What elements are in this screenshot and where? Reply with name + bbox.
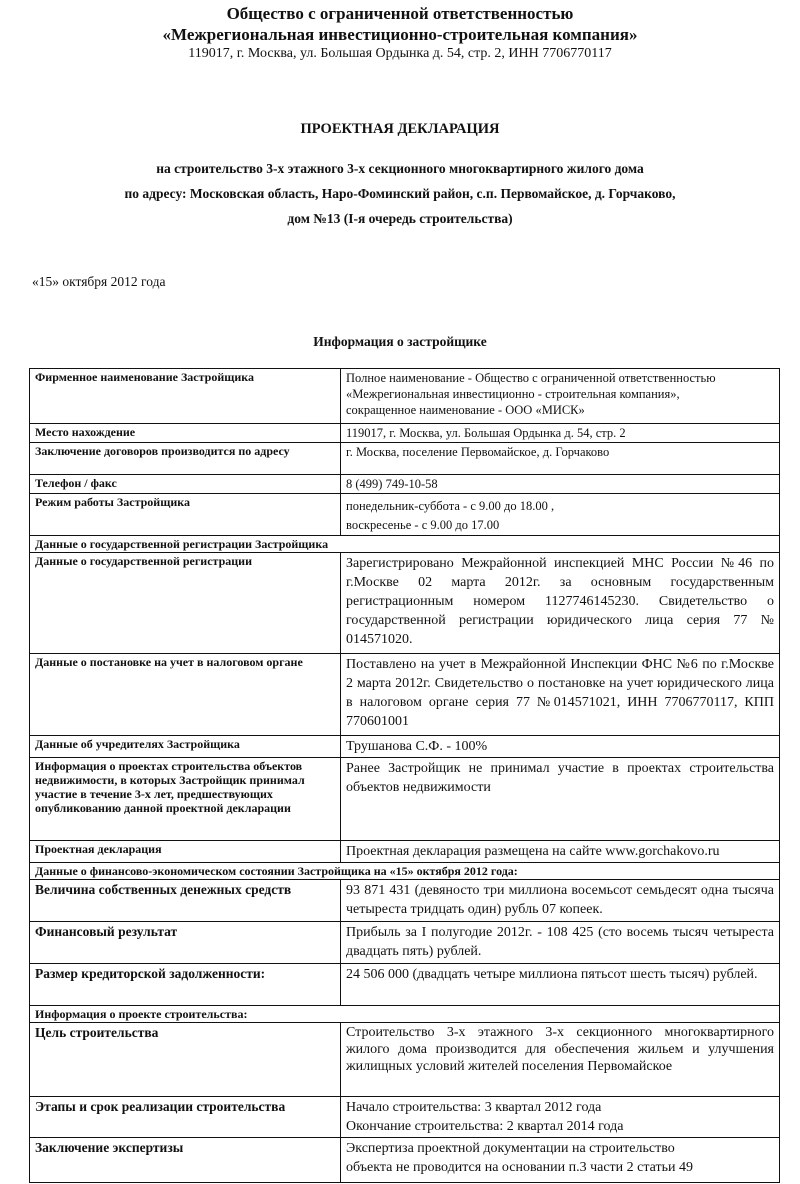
table-row — [30, 736, 780, 758]
table-row — [30, 424, 780, 443]
section-header: Данные о государственной регистрации Застройщика — [30, 536, 780, 553]
table-row — [30, 553, 780, 654]
row-label: Режим работы Застройщика — [30, 494, 341, 536]
row-value: г. Москва, поселение Первомайское, д. Горчаково — [341, 443, 780, 475]
row-value: Проектная декларация размещена на сайте www.gorchakovo.ru — [341, 841, 780, 863]
table-row — [30, 841, 780, 863]
company-address: 119017, г. Москва, ул. Большая Ордынка д. 54, стр. 2, ИНН 7706770117 — [188, 46, 612, 61]
table-row — [30, 369, 780, 424]
table-section-row — [30, 863, 780, 880]
row-value — [341, 494, 780, 536]
row-value: Поставлено на учет в Межрайонной Инспекции ФНС №6 по г.Москве 2 марта 2012г. Свидетельство о постановке на учет юридического лица в налоговом органе серия 77 №014571021, ИНН 7706770117, КПП 770601001 — [341, 654, 780, 736]
table-row — [30, 880, 780, 922]
table-row — [30, 1023, 780, 1097]
section-header: Информация о проекте строительства: — [30, 1006, 780, 1023]
row-value — [341, 1138, 780, 1183]
row-value: 8 (499) 749-10-58 — [341, 475, 780, 494]
row-label: Телефон / факс — [30, 475, 341, 494]
row-label: Финансовый результат — [30, 922, 341, 964]
row-label: Величина собственных денежных средств — [30, 880, 341, 922]
table-row — [30, 443, 780, 475]
table-row — [30, 964, 780, 1006]
row-value: Строительство 3-х этажного 3-х секционного многоквартирного жилого дома производится для обеспечения жильем и улучшения жилищных условий жителей поселения Первомайское — [341, 1023, 780, 1097]
document-subtitle-2: по адресу: Московская область, Наро-Фоминский район, с.п. Первомайское, д. Горчаково, — [124, 186, 676, 201]
table-row — [30, 654, 780, 736]
row-value: Трушанова С.Ф. - 100% — [341, 736, 780, 758]
row-label: Размер кредиторской задолженности: — [30, 964, 341, 1006]
row-value-line: объекта не проводится на основании п.3 части 2 статьи 49 — [346, 1160, 694, 1175]
row-value: Прибыль за I полугодие 2012г. - 108 425 (сто восемь тысяч четыреста двадцать пять) рублей. — [341, 922, 780, 964]
row-label: Информация о проектах строительства объектов недвижимости, в которых Застройщик принимал участие в течение 3-х лет, предшествующих опубликованию данной проектной декларации — [30, 758, 341, 841]
table-row — [30, 475, 780, 494]
row-value-line: «Межрегиональная инвестиционно - строительная компания», — [346, 387, 680, 401]
company-name-line2: «Межрегиональная инвестиционно-строительная компания» — [162, 25, 638, 44]
table-row — [30, 922, 780, 964]
section-header: Данные о финансово-экономическом состоянии Застройщика на «15» октября 2012 года: — [30, 863, 780, 880]
table-row — [30, 1097, 780, 1138]
row-value-line: Окончание строительства: 2 квартал 2014 года — [346, 1119, 624, 1134]
row-value: Ранее Застройщик не принимал участие в проектах строительства объектов недвижимости — [341, 758, 780, 841]
company-name-line1: Общество с ограниченной ответственностью — [226, 4, 574, 23]
row-label: Заключение экспертизы — [30, 1138, 341, 1183]
row-label: Проектная декларация — [30, 841, 341, 863]
document-title: ПРОЕКТНАЯ ДЕКЛАРАЦИЯ — [300, 121, 500, 137]
row-value: Зарегистрировано Межрайонной инспекцией МНС России №46 по г.Москве 02 марта 2012г. за основным государственным регистрационным номером 1127746145230. Свидетельство о государственной регистрации юридического лица серия 77 № 014571020. — [341, 553, 780, 654]
row-label: Данные о государственной регистрации — [30, 553, 341, 654]
document-subtitle-3: дом №13 (I-я очередь строительства) — [287, 211, 513, 226]
row-label: Данные о постановке на учет в налоговом органе — [30, 654, 341, 736]
document-date: «15» октября 2012 года — [32, 274, 166, 289]
row-value — [341, 369, 780, 424]
table-row — [30, 494, 780, 536]
row-value-line: Полное наименование - Общество с ограниченной ответственностью — [346, 371, 716, 385]
row-label: Фирменное наименование Застройщика — [30, 369, 341, 424]
row-value-line: воскресенье - с 9.00 до 17.00 — [346, 518, 500, 532]
row-label: Цель строительства — [30, 1023, 341, 1097]
row-value — [341, 1097, 780, 1138]
document-subtitle-1: на строительство 3-х этажного 3-х секционного многоквартирного жилого дома — [156, 161, 644, 176]
row-value: 24 506 000 (двадцать четыре миллиона пятьсот шесть тысяч) рублей. — [341, 964, 780, 1006]
row-value: 119017, г. Москва, ул. Большая Ордынка д. 54, стр. 2 — [341, 424, 780, 443]
row-value-line: Экспертиза проектной документации на строительство — [346, 1141, 675, 1156]
row-value: 93 871 431 (девяносто три миллиона восемьсот семьдесят одна тысяча четыреста тридцать один) рубль 07 копеек. — [341, 880, 780, 922]
row-label: Заключение договоров производится по адресу — [30, 443, 341, 475]
row-value-line: сокращенное наименование - ООО «МИСК» — [346, 403, 585, 417]
table-row — [30, 758, 780, 841]
section-title: Информация о застройщике — [313, 334, 487, 349]
row-label: Данные об учредителях Застройщика — [30, 736, 341, 758]
table-section-row — [30, 536, 780, 553]
row-value-line: понедельник-суббота - с 9.00 до 18.00 , — [346, 499, 555, 513]
row-label: Место нахождение — [30, 424, 341, 443]
row-label: Этапы и срок реализации строительства — [30, 1097, 341, 1138]
table-row — [30, 1138, 780, 1183]
developer-info-table — [29, 368, 780, 1183]
table-section-row — [30, 1006, 780, 1023]
row-value-line: Начало строительства: 3 квартал 2012 года — [346, 1100, 602, 1115]
